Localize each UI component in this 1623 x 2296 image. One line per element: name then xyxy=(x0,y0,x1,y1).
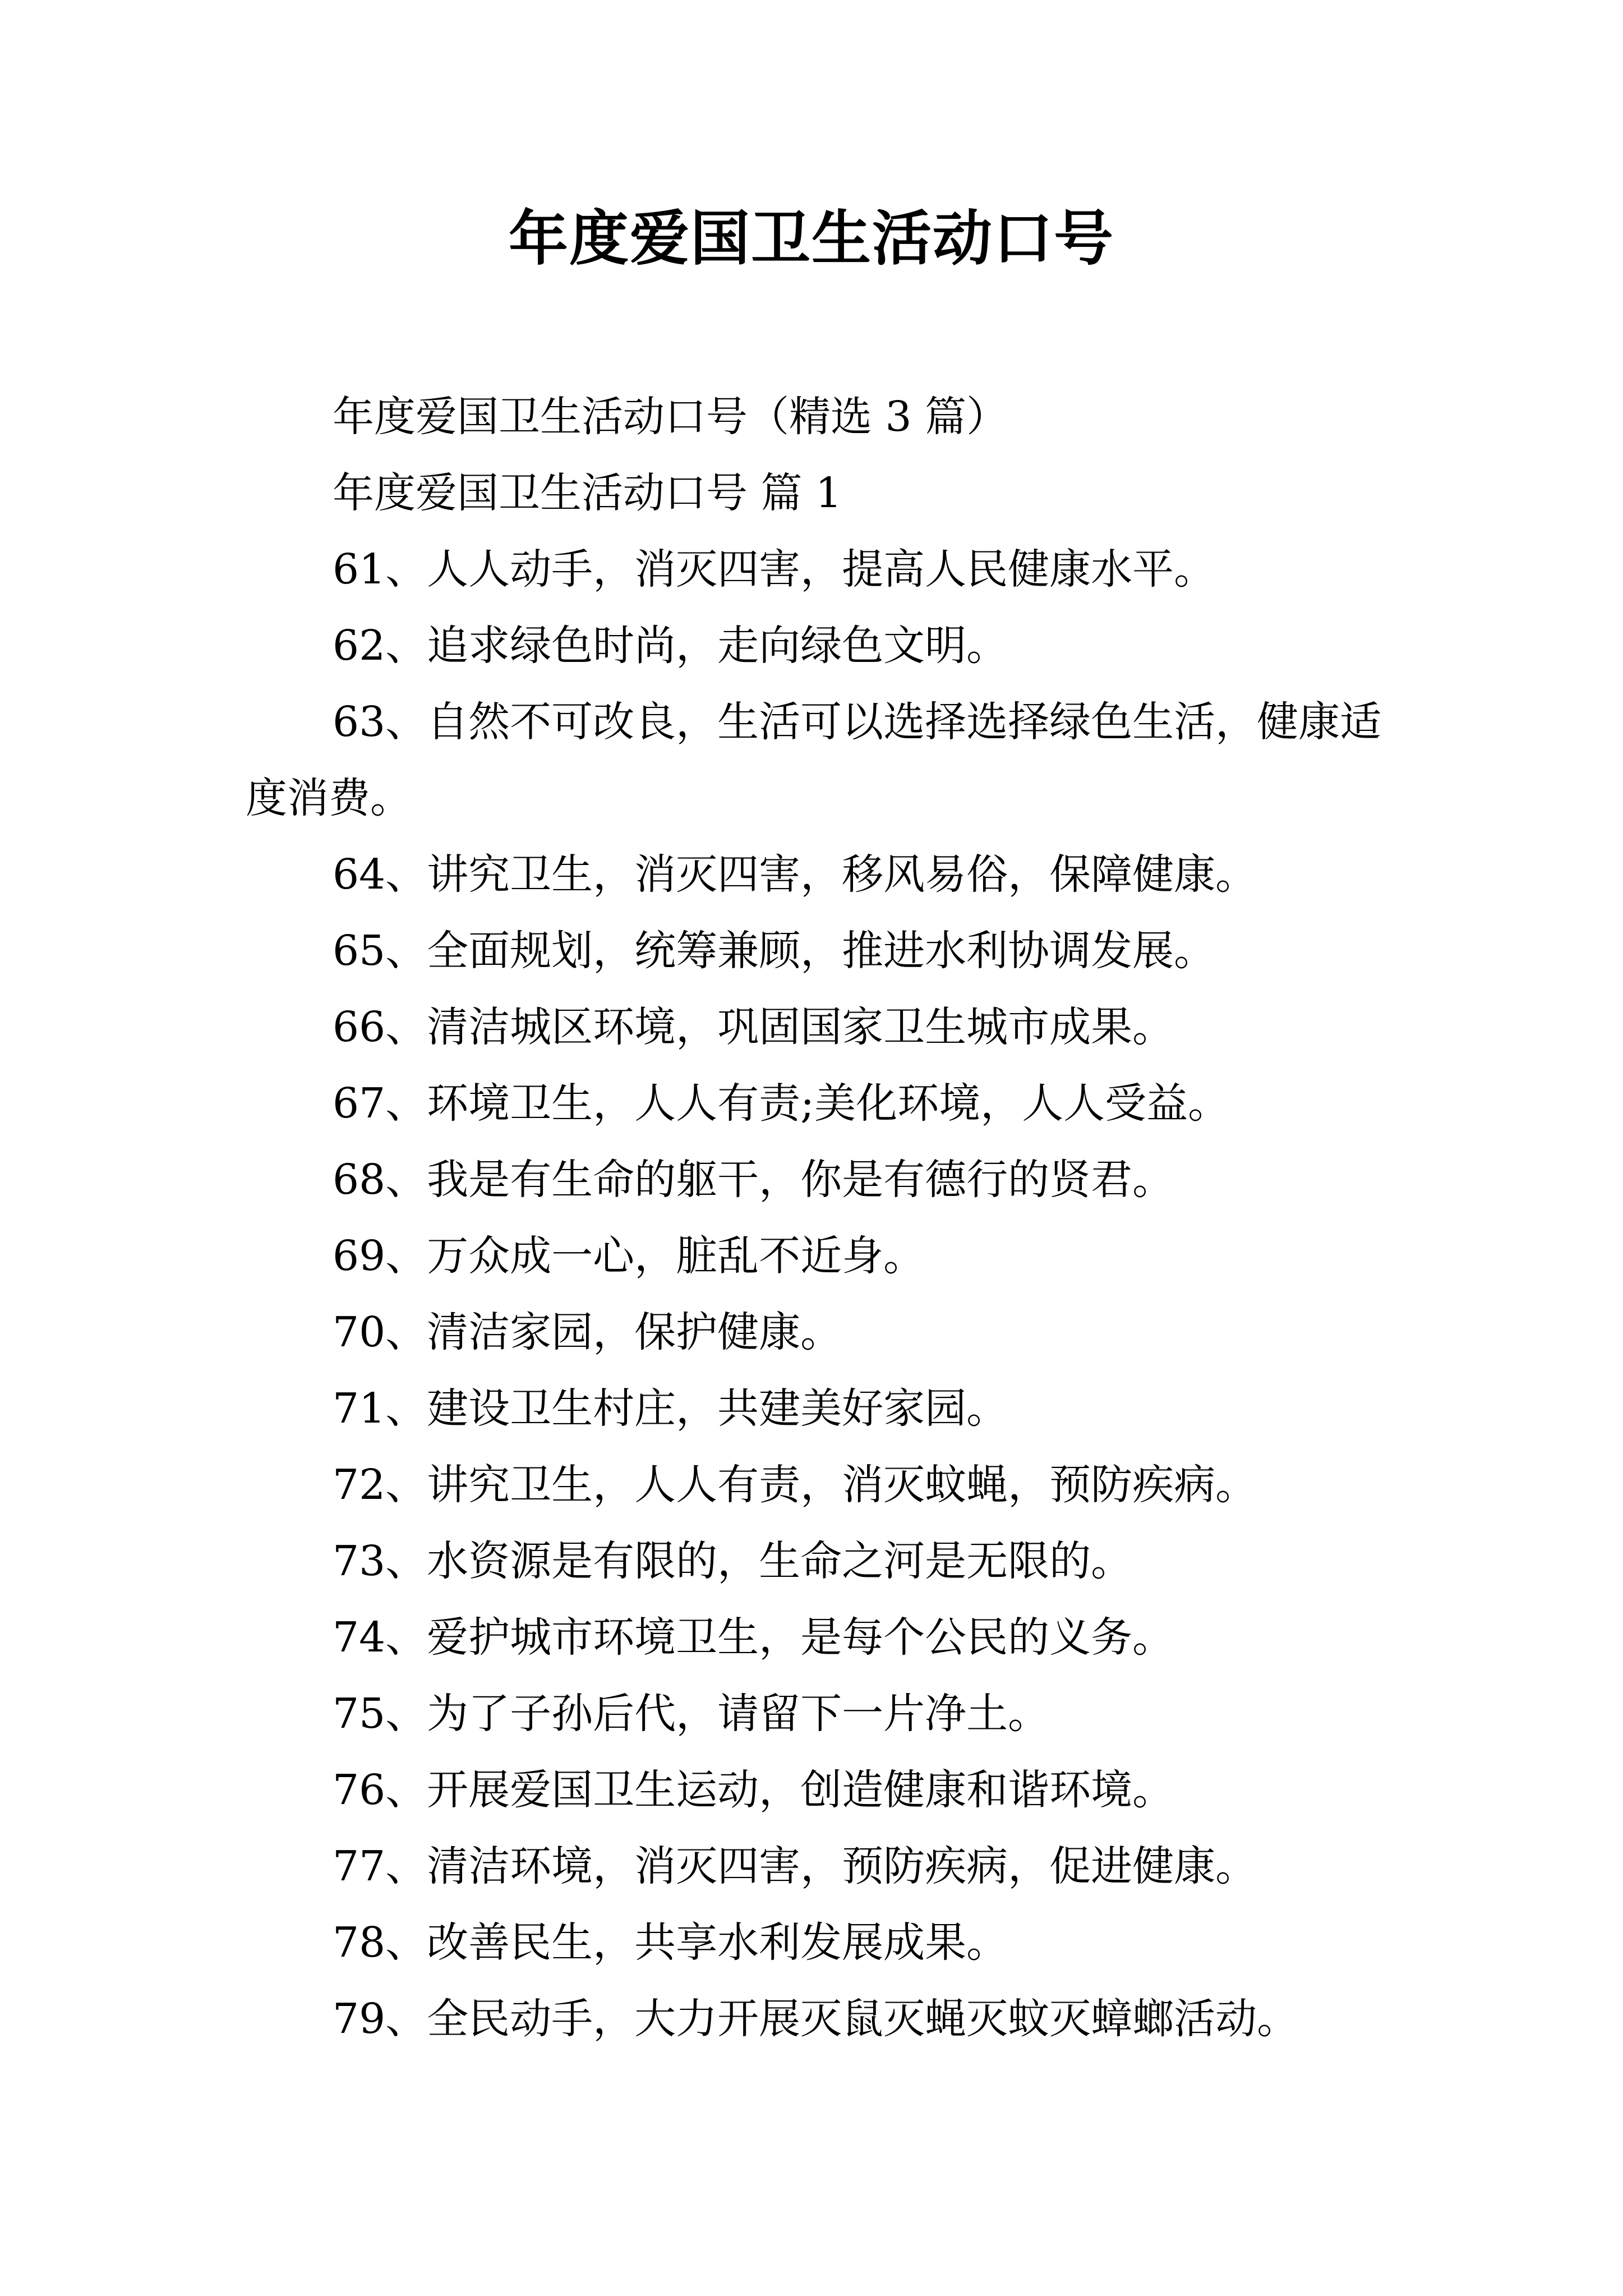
slogan-item: 61、人人动手，消灭四害，提高人民健康水平。 xyxy=(333,545,1216,593)
slogan-item: 70、清洁家园，保护健康。 xyxy=(333,1308,842,1356)
slogan-item: 62、追求绿色时尚，走向绿色文明。 xyxy=(333,622,1008,670)
slogan-item: 64、讲究卫生，消灭四害，移风易俗，保障健康。 xyxy=(333,850,1257,899)
slogan-item: 73、水资源是有限的，生命之河是无限的。 xyxy=(333,1537,1133,1585)
slogan-item: 69、万众成一心，脏乱不近身。 xyxy=(333,1232,925,1280)
slogan-item: 76、开展爱国卫生运动，创造健康和谐环境。 xyxy=(333,1766,1174,1814)
slogan-item: 65、全面规划，统筹兼顾，推进水利协调发展。 xyxy=(333,927,1216,975)
slogan-item: 79、全民动手，大力开展灭鼠灭蝇灭蚊灭蟑螂活动。 xyxy=(333,1995,1299,2043)
document-body xyxy=(246,379,1390,2057)
slogan-item: 68、我是有生命的躯干，你是有德行的贤君。 xyxy=(333,1156,1174,1204)
slogan-item: 74、爱护城市环境卫生，是每个公民的义务。 xyxy=(333,1613,1174,1662)
slogan-item: 75、为了子孙后代，请留下一片净土。 xyxy=(333,1690,1050,1738)
slogan-item: 72、讲究卫生，人人有责，消灭蚊蝇，预防疾病。 xyxy=(333,1461,1257,1509)
slogan-item: 66、清洁城区环境，巩固国家卫生城市成果。 xyxy=(333,1003,1174,1051)
subtitle-line: 年度爱国卫生活动口号（精选 3 篇） xyxy=(333,393,1008,441)
slogan-item: 67、环境卫生，人人有责;美化环境，人人受益。 xyxy=(333,1079,1230,1128)
slogan-item: 63、自然不可改良，生活可以选择选择绿色生活，健康适度消费。 xyxy=(246,698,1382,822)
document-title: 年度爱国卫生活动口号 xyxy=(509,203,1114,273)
slogan-item: 78、改善民生，共享水利发展成果。 xyxy=(333,1918,1008,1967)
slogan-item: 71、建设卫生村庄，共建美好家园。 xyxy=(333,1384,1008,1433)
section-heading: 年度爱国卫生活动口号 篇 1 xyxy=(333,469,842,517)
slogan-item: 77、清洁环境，消灭四害，预防疾病，促进健康。 xyxy=(333,1842,1257,1890)
